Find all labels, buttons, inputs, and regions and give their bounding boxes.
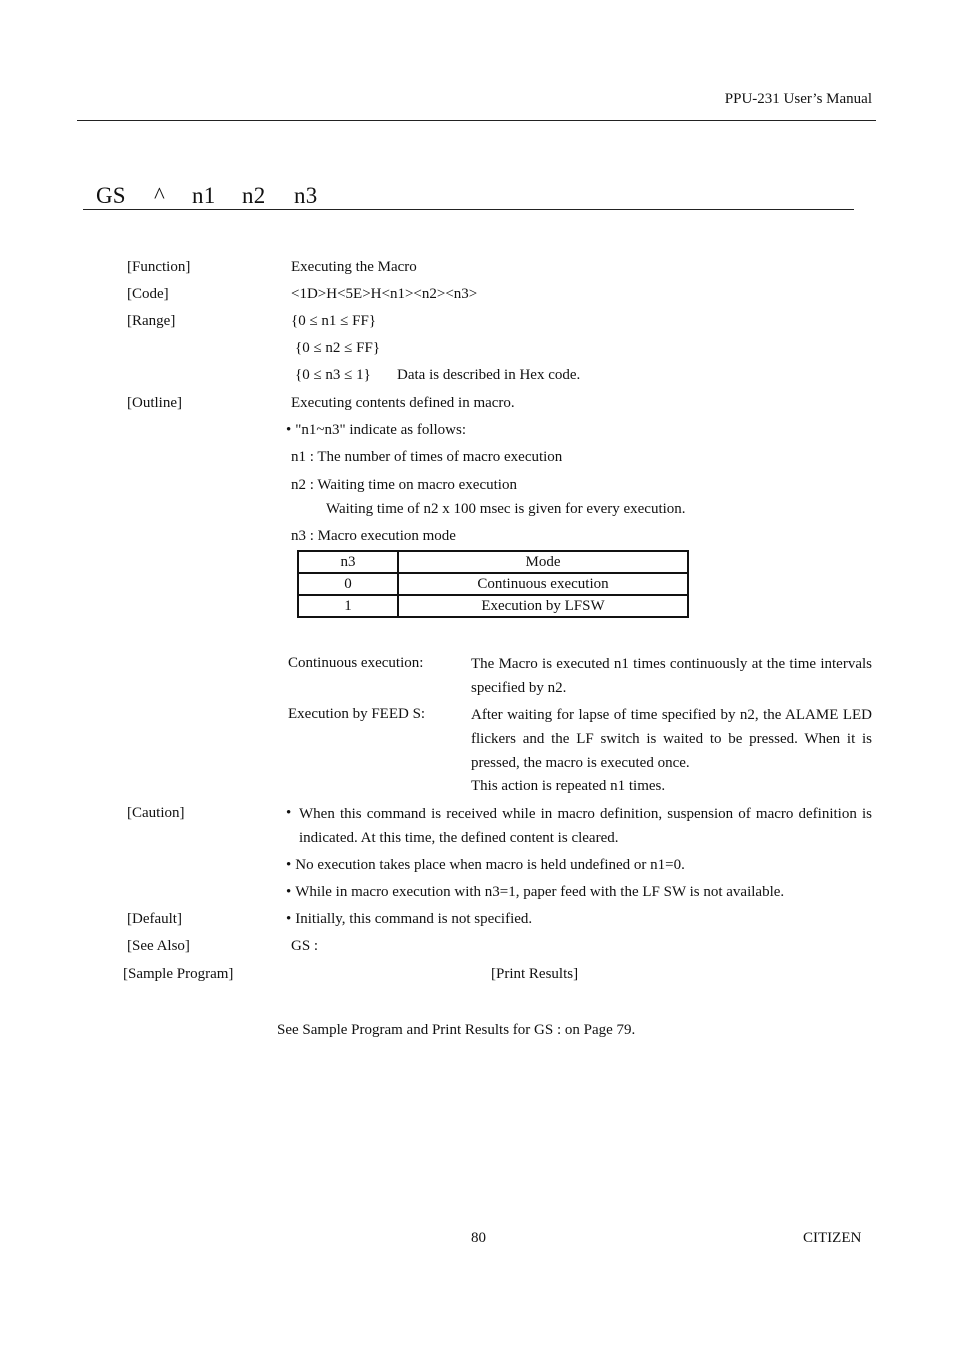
function-label: [Function] bbox=[127, 259, 191, 275]
command-token: GS bbox=[96, 183, 126, 208]
page-number: 80 bbox=[471, 1230, 486, 1246]
bullet-icon: • bbox=[286, 805, 292, 821]
n3-description: n3 : Macro execution mode bbox=[291, 528, 456, 544]
caution-item: When this command is received while in macro definition, suspension of macro definition is indicated. At this time, the defined content is cleared. bbox=[299, 806, 872, 846]
code-value: <1D>H<5E>H<n1><n2><n3> bbox=[291, 286, 478, 302]
table-cell: Execution by LFSW bbox=[398, 595, 688, 617]
table-cell: Continuous execution bbox=[398, 573, 688, 595]
caution-item: • While in macro execution with n3=1, paper feed with the LF SW is not available. bbox=[286, 884, 784, 901]
sample-reference: See Sample Program and Print Results for GS : on Page 79. bbox=[277, 1022, 636, 1038]
see-also-label: [See Also] bbox=[127, 938, 190, 954]
outline-bullet: • "n1~n3" indicate as follows: bbox=[286, 422, 466, 439]
range-n2: {0 ≤ n2 ≤ FF} bbox=[295, 340, 381, 356]
outline-value: Executing contents defined in macro. bbox=[291, 395, 515, 411]
default-value: • Initially, this command is not specified. bbox=[286, 911, 532, 928]
range-label: [Range] bbox=[127, 313, 176, 329]
manual-title: PPU-231 User’s Manual bbox=[724, 91, 872, 107]
function-value: Executing the Macro bbox=[291, 259, 417, 275]
table-row bbox=[298, 595, 688, 617]
table-header-cell: Mode bbox=[398, 551, 688, 573]
table-header-cell: n3 bbox=[298, 551, 398, 573]
command-token: ^ bbox=[154, 183, 165, 208]
feed-description-repeat: This action is repeated n1 times. bbox=[471, 778, 666, 794]
title-rule bbox=[83, 209, 854, 210]
outline-label: [Outline] bbox=[127, 395, 182, 411]
print-results-label: [Print Results] bbox=[491, 966, 579, 982]
continuous-description: The Macro is executed n1 times continuously at the time intervals specified by n2. bbox=[471, 656, 872, 696]
brand-name: CITIZEN bbox=[803, 1230, 862, 1246]
table-cell: 1 bbox=[298, 595, 398, 617]
command-title bbox=[96, 183, 317, 209]
n1-description: n1 : The number of times of macro execution bbox=[291, 449, 563, 465]
table-row bbox=[298, 573, 688, 595]
range-n1: {0 ≤ n1 ≤ FF} bbox=[291, 313, 377, 329]
command-token: n2 bbox=[242, 183, 266, 208]
table-header-row bbox=[298, 551, 688, 573]
sample-program-label: [Sample Program] bbox=[123, 966, 234, 982]
see-also-value: GS : bbox=[291, 938, 319, 954]
command-token: n1 bbox=[192, 183, 216, 208]
header-rule bbox=[77, 120, 876, 121]
feed-term: Execution by FEED S: bbox=[288, 706, 426, 722]
feed-description: After waiting for lapse of time specified by n2, the ALAME LED flickers and the LF switch is waited to be pressed. When it is pressed, the macro is executed once. bbox=[471, 707, 872, 771]
caution-item: • No execution takes place when macro is held undefined or n1=0. bbox=[286, 857, 685, 874]
code-label: [Code] bbox=[127, 286, 169, 302]
n2-detail: Waiting time of n2 x 100 msec is given for every execution. bbox=[326, 501, 686, 517]
caution-label: [Caution] bbox=[127, 805, 185, 821]
continuous-term: Continuous execution: bbox=[288, 655, 424, 671]
n2-description: n2 : Waiting time on macro execution bbox=[291, 477, 517, 493]
range-note: Data is described in Hex code. bbox=[397, 367, 581, 383]
mode-table bbox=[297, 550, 689, 618]
command-token: n3 bbox=[294, 183, 318, 208]
range-n3: {0 ≤ n3 ≤ 1} bbox=[295, 367, 371, 383]
default-label: [Default] bbox=[127, 911, 182, 927]
table-cell: 0 bbox=[298, 573, 398, 595]
